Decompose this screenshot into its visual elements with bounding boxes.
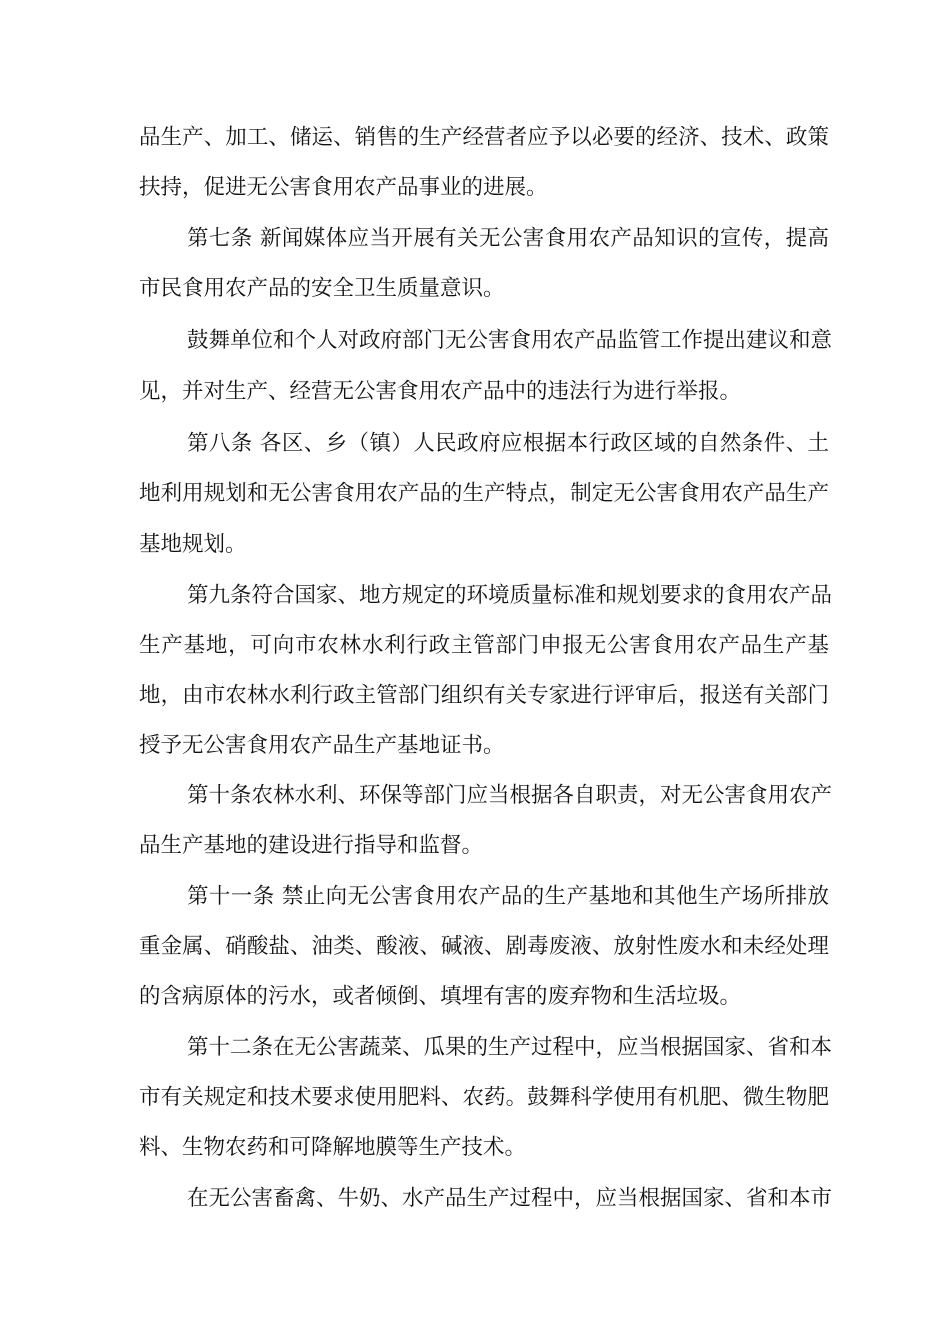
article-8-line-2: 地利用规划和无公害食用农产品的生产特点，制定无公害食用农产品生产 [139,481,829,506]
article-8-line-3: 基地规划。 [139,532,247,557]
text-line-2: 扶持，促进无公害食用农产品事业的进展。 [139,175,548,200]
article-7-line-1: 第七条 新闻媒体应当开展有关无公害食用农产品知识的宣传，提高 [187,226,829,251]
article-9-line-4: 授予无公害食用农产品生产基地证书。 [139,733,505,758]
livestock-line-1: 在无公害畜禽、牛奶、水产品生产过程中，应当根据国家、省和本市 [187,1186,833,1211]
article-7-line-2: 市民食用农产品的安全卫生质量意识。 [139,276,505,301]
article-9-line-1: 第九条符合国家、地方规定的环境质量标准和规划要求的食用农产品 [187,583,833,608]
article-12-line-1: 第十二条在无公害蔬菜、瓜果的生产过程中，应当根据国家、省和本 [187,1035,833,1060]
article-9-line-3: 地，由市农林水利行政主管部门组织有关专家进行评审后，报送有关部门 [139,683,829,708]
article-12-line-3: 料、生物农药和可降解地膜等生产技术。 [139,1135,527,1160]
article-12-line-2: 市有关规定和技术要求使用肥料、农药。鼓舞科学使用有机肥、微生物肥 [139,1085,829,1110]
text-line-1: 品生产、加工、储运、销售的生产经营者应予以必要的经济、技术、政策 [139,125,829,150]
encourage-line-1: 鼓舞单位和个人对政府部门无公害食用农产品监管工作提出建议和意 [187,328,833,353]
article-11-line-2: 重金属、硝酸盐、油类、酸液、碱液、剧毒废液、放射性废水和未经处理 [139,934,829,959]
article-11-line-1: 第十一条 禁止向无公害食用农产品的生产基地和其他生产场所排放 [187,884,829,909]
article-9-line-2: 生产基地，可向市农林水利行政主管部门申报无公害食用农产品生产基 [139,633,829,658]
encourage-line-2: 见，并对生产、经营无公害食用农产品中的违法行为进行举报。 [139,379,742,404]
article-8-line-1: 第八条 各区、乡（镇）人民政府应根据本行政区域的自然条件、土 [187,431,829,456]
article-10-line-2: 品生产基地的建设进行指导和监督。 [139,833,484,858]
article-10-line-1: 第十条农林水利、环保等部门应当根据各自职责，对无公害食用农产 [187,783,833,808]
article-11-line-3: 的含病原体的污水，或者倾倒、填埋有害的废弃物和生活垃圾。 [139,984,742,1009]
